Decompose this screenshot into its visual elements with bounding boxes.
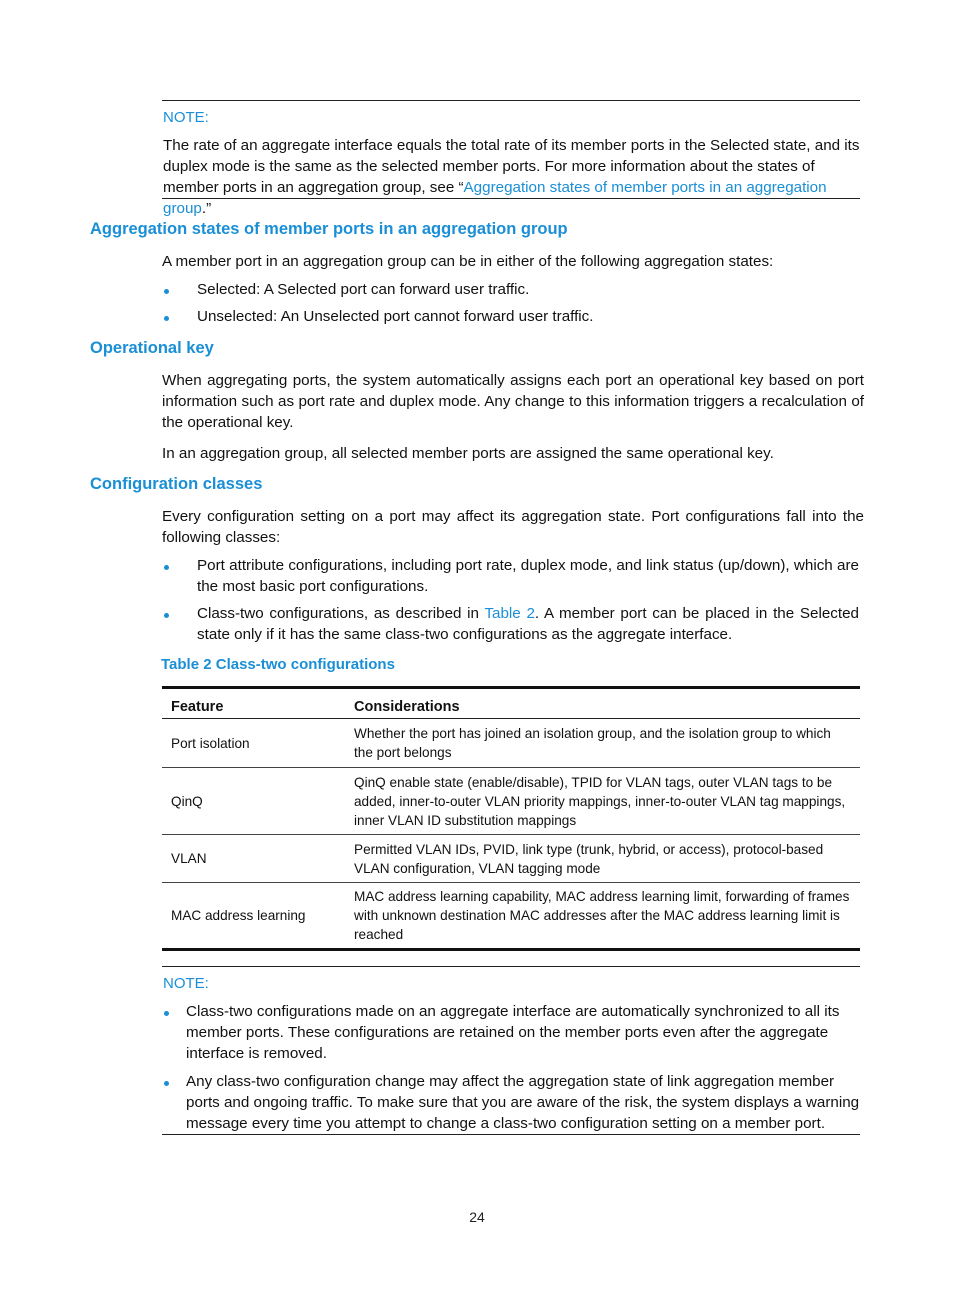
states-bullet-selected: Selected: A Selected port can forward user traffic. (197, 281, 530, 298)
cell-feature: VLAN (162, 835, 345, 883)
table-row (162, 719, 860, 768)
cell-feature: Port isolation (162, 719, 345, 768)
table2-link[interactable]: Table 2 (484, 605, 535, 622)
states-intro: A member port in an aggregation group can be in either of the following aggregation states: (162, 253, 774, 270)
note-label: NOTE: (163, 109, 209, 126)
classes-bullet-port-attribute: Port attribute configurations, including port rate, duplex mode, and link status (up/down), which are the most basic port configurations. (197, 557, 859, 595)
class-two-text: Class-two configurations, as described in (197, 605, 485, 622)
note-text-end: .” (201, 200, 212, 217)
header-considerations: Considerations (345, 688, 860, 719)
cell-considerations: Whether the port has joined an isolation group, and the isolation group to which the port belongs (345, 719, 860, 768)
table-caption: Table 2 Class-two configurations (161, 656, 395, 673)
note-link-aggregation-states[interactable]: Aggregation states of member ports in an aggregation group (163, 179, 827, 217)
note-label: NOTE: (163, 975, 209, 992)
bullet-icon (164, 1081, 169, 1086)
states-bullet-unselected: Unselected: An Unselected port cannot forward user traffic. (197, 308, 594, 325)
note-bottom-rule (162, 198, 860, 199)
table-row (162, 835, 860, 883)
cell-feature: QinQ (162, 768, 345, 835)
table-row (162, 768, 860, 835)
note-top-rule (162, 966, 860, 967)
heading-operational-key: Operational key (90, 339, 214, 357)
note-bullet-warning: Any class-two configuration change may affect the aggregation state of link aggregation member ports and ongoing traffic. To make sure that you are aware of the risk, the system displays a warning message every time you attempt to change a class-two configuration setting on a member port. (186, 1073, 860, 1132)
cell-considerations: MAC address learning capability, MAC address learning limit, forwarding of frames with unknown destination MAC addresses after the MAC address learning limit is reached (354, 889, 850, 942)
heading-configuration-classes: Configuration classes (90, 475, 263, 493)
note-bullet-sync: Class-two configurations made on an aggregate interface are automatically synchronized to all its member ports. These configurations are retained on the member ports even after the aggregate interface is removed. (186, 1003, 840, 1062)
header-feature: Feature (162, 688, 345, 719)
bullet-icon (164, 316, 169, 321)
table-row (162, 883, 860, 950)
cell-considerations: Permitted VLAN IDs, PVID, link type (trunk, hybrid, or access), protocol-based VLAN configuration, VLAN tagging mode (345, 835, 860, 883)
bullet-icon (164, 565, 169, 570)
operational-key-para1: When aggregating ports, the system automatically assigns each port an operational key based on port information such as port rate and duplex mode. Any change to this information triggers a recalculation of the operational key. (162, 372, 864, 431)
table-header-row (162, 688, 860, 719)
note-top-rule (162, 100, 860, 101)
note-text-body: The rate of an aggregate interface equals the total rate of its member ports in the Selected state, and its duplex mode is the same as the selected member ports. For more information about the states of member ports in an aggregation group, see “ (163, 137, 860, 196)
bullet-icon (164, 289, 169, 294)
heading-aggregation-states: Aggregation states of member ports in an aggregation group (90, 220, 568, 238)
bullet-icon (164, 613, 169, 618)
note-text (163, 135, 863, 219)
note-bottom-rule (162, 1134, 860, 1135)
operational-key-para2: In an aggregation group, all selected member ports are assigned the same operational key. (162, 445, 774, 462)
cell-considerations: QinQ enable state (enable/disable), TPID for VLAN tags, outer VLAN tags to be added, inner-to-outer VLAN priority mappings, inner-to-outer VLAN tag mappings, inner VLAN ID substitution mappings (345, 768, 860, 835)
classes-intro: Every configuration setting on a port may affect its aggregation state. Port configurations fall into the following classes: (162, 508, 864, 546)
classes-bullet-class-two (197, 603, 859, 645)
class-two-text-end: . A member port can be placed in the Selected state only if it has the same class-two configurations as the aggregate interface. (197, 605, 859, 643)
class-two-table (162, 686, 860, 951)
bullet-icon (164, 1011, 169, 1016)
cell-feature: MAC address learning (171, 908, 306, 923)
page-number: 24 (469, 1209, 485, 1225)
